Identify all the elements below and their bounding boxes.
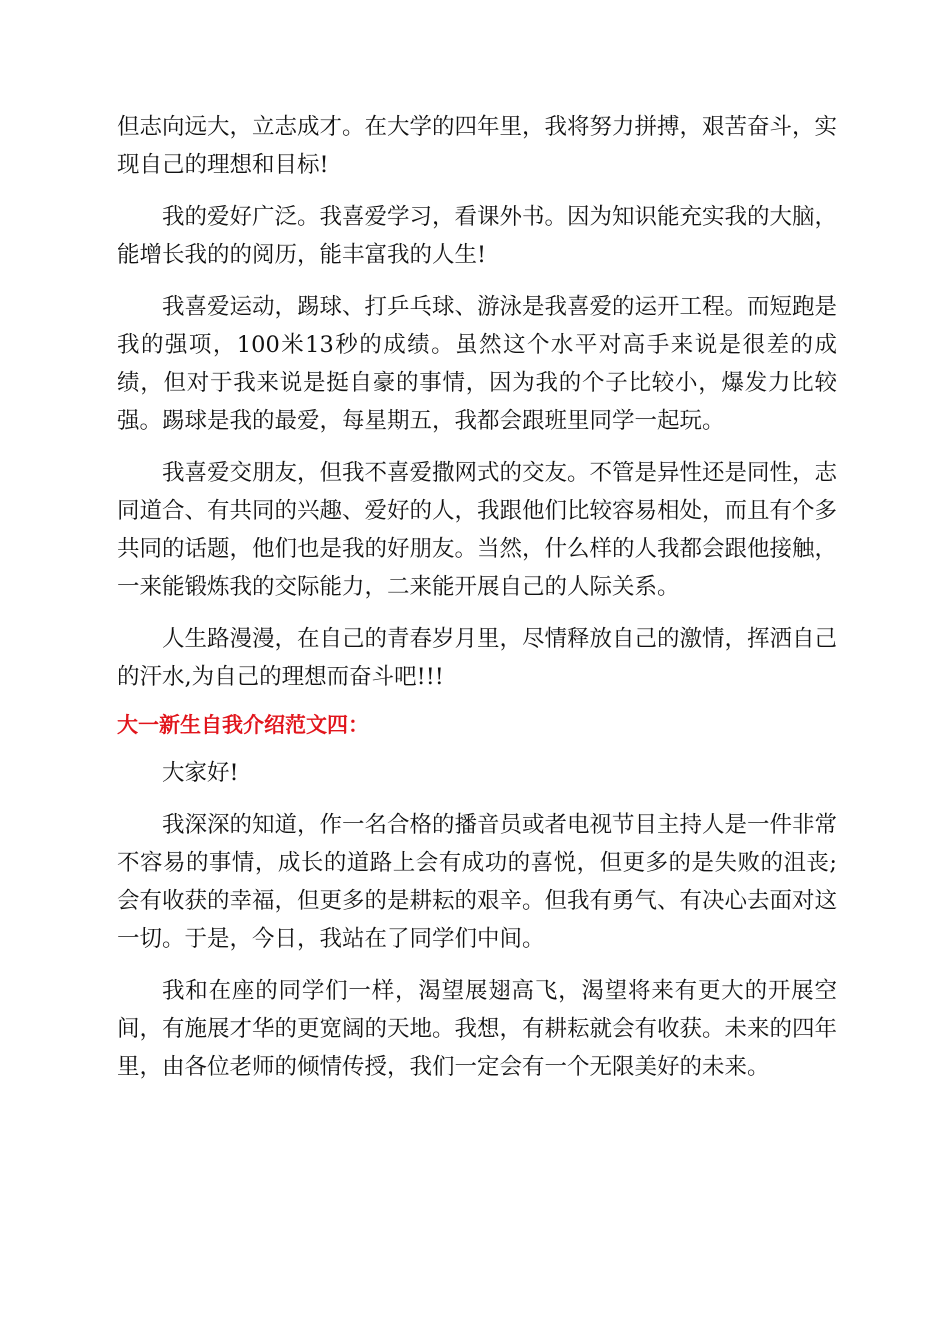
paragraph-sports: 我喜爱运动，踢球、打乒乓球、游泳是我喜爱的运开工程。而短跑是我的强项，100米13秒的成绩。虽然这个水平对高手来说是很差的成绩，但对于我来说是挺自豪的事情，因为我的个子比较小，爆发力比较强。踢球是我的最爱，每星期五，我都会跟班里同学一起玩。 — [117, 294, 838, 434]
paragraph-conclusion: 人生路漫漫，在自己的青春岁月里，尽情释放自己的激情，挥洒自己的汗水,为自己的理想而奋斗吧!!! — [117, 626, 838, 690]
document-page — [117, 108, 837, 1100]
section-paragraph-2: 我和在座的同学们一样，渴望展翅高飞，渴望将来有更大的开展空间，有施展才华的更宽阔的天地。我想，有耕耘就会有收获。未来的四年里，由各位老师的倾情传授，我们一定会有一个无限美好的未来。 — [117, 978, 838, 1080]
paragraph-hobbies: 我的爱好广泛。我喜爱学习，看课外书。因为知识能充实我的大脑，能增长我的的阅历，能丰富我的人生! — [117, 204, 838, 268]
paragraph-friends: 我喜爱交朋友，但我不喜爱撒网式的交友。不管是异性还是同性，志同道合、有共同的兴趣、爱好的人，我跟他们比较容易相处，而且有个多共同的话题，他们也是我的好朋友。当然，什么样的人我都会跟他接触，一来能锻炼我的交际能力，二来能开展自己的人际关系。 — [117, 460, 838, 600]
paragraph-1: 但志向远大，立志成才。在大学的四年里，我将努力拼搏，艰苦奋斗，实现自己的理想和目标! — [117, 114, 838, 178]
section-paragraph-1: 我深深的知道，作一名合格的播音员或者电视节目主持人是一件非常不容易的事情，成长的道路上会有成功的喜悦，但更多的是失败的沮丧;会有收获的幸福，但更多的是耕耘的艰辛。但我有勇气、有决心去面对这一切。于是，今日，我站在了同学们中间。 — [117, 812, 838, 952]
section-heading: 大一新生自我介绍范文四： — [117, 713, 369, 737]
section-greeting: 大家好! — [162, 760, 239, 786]
